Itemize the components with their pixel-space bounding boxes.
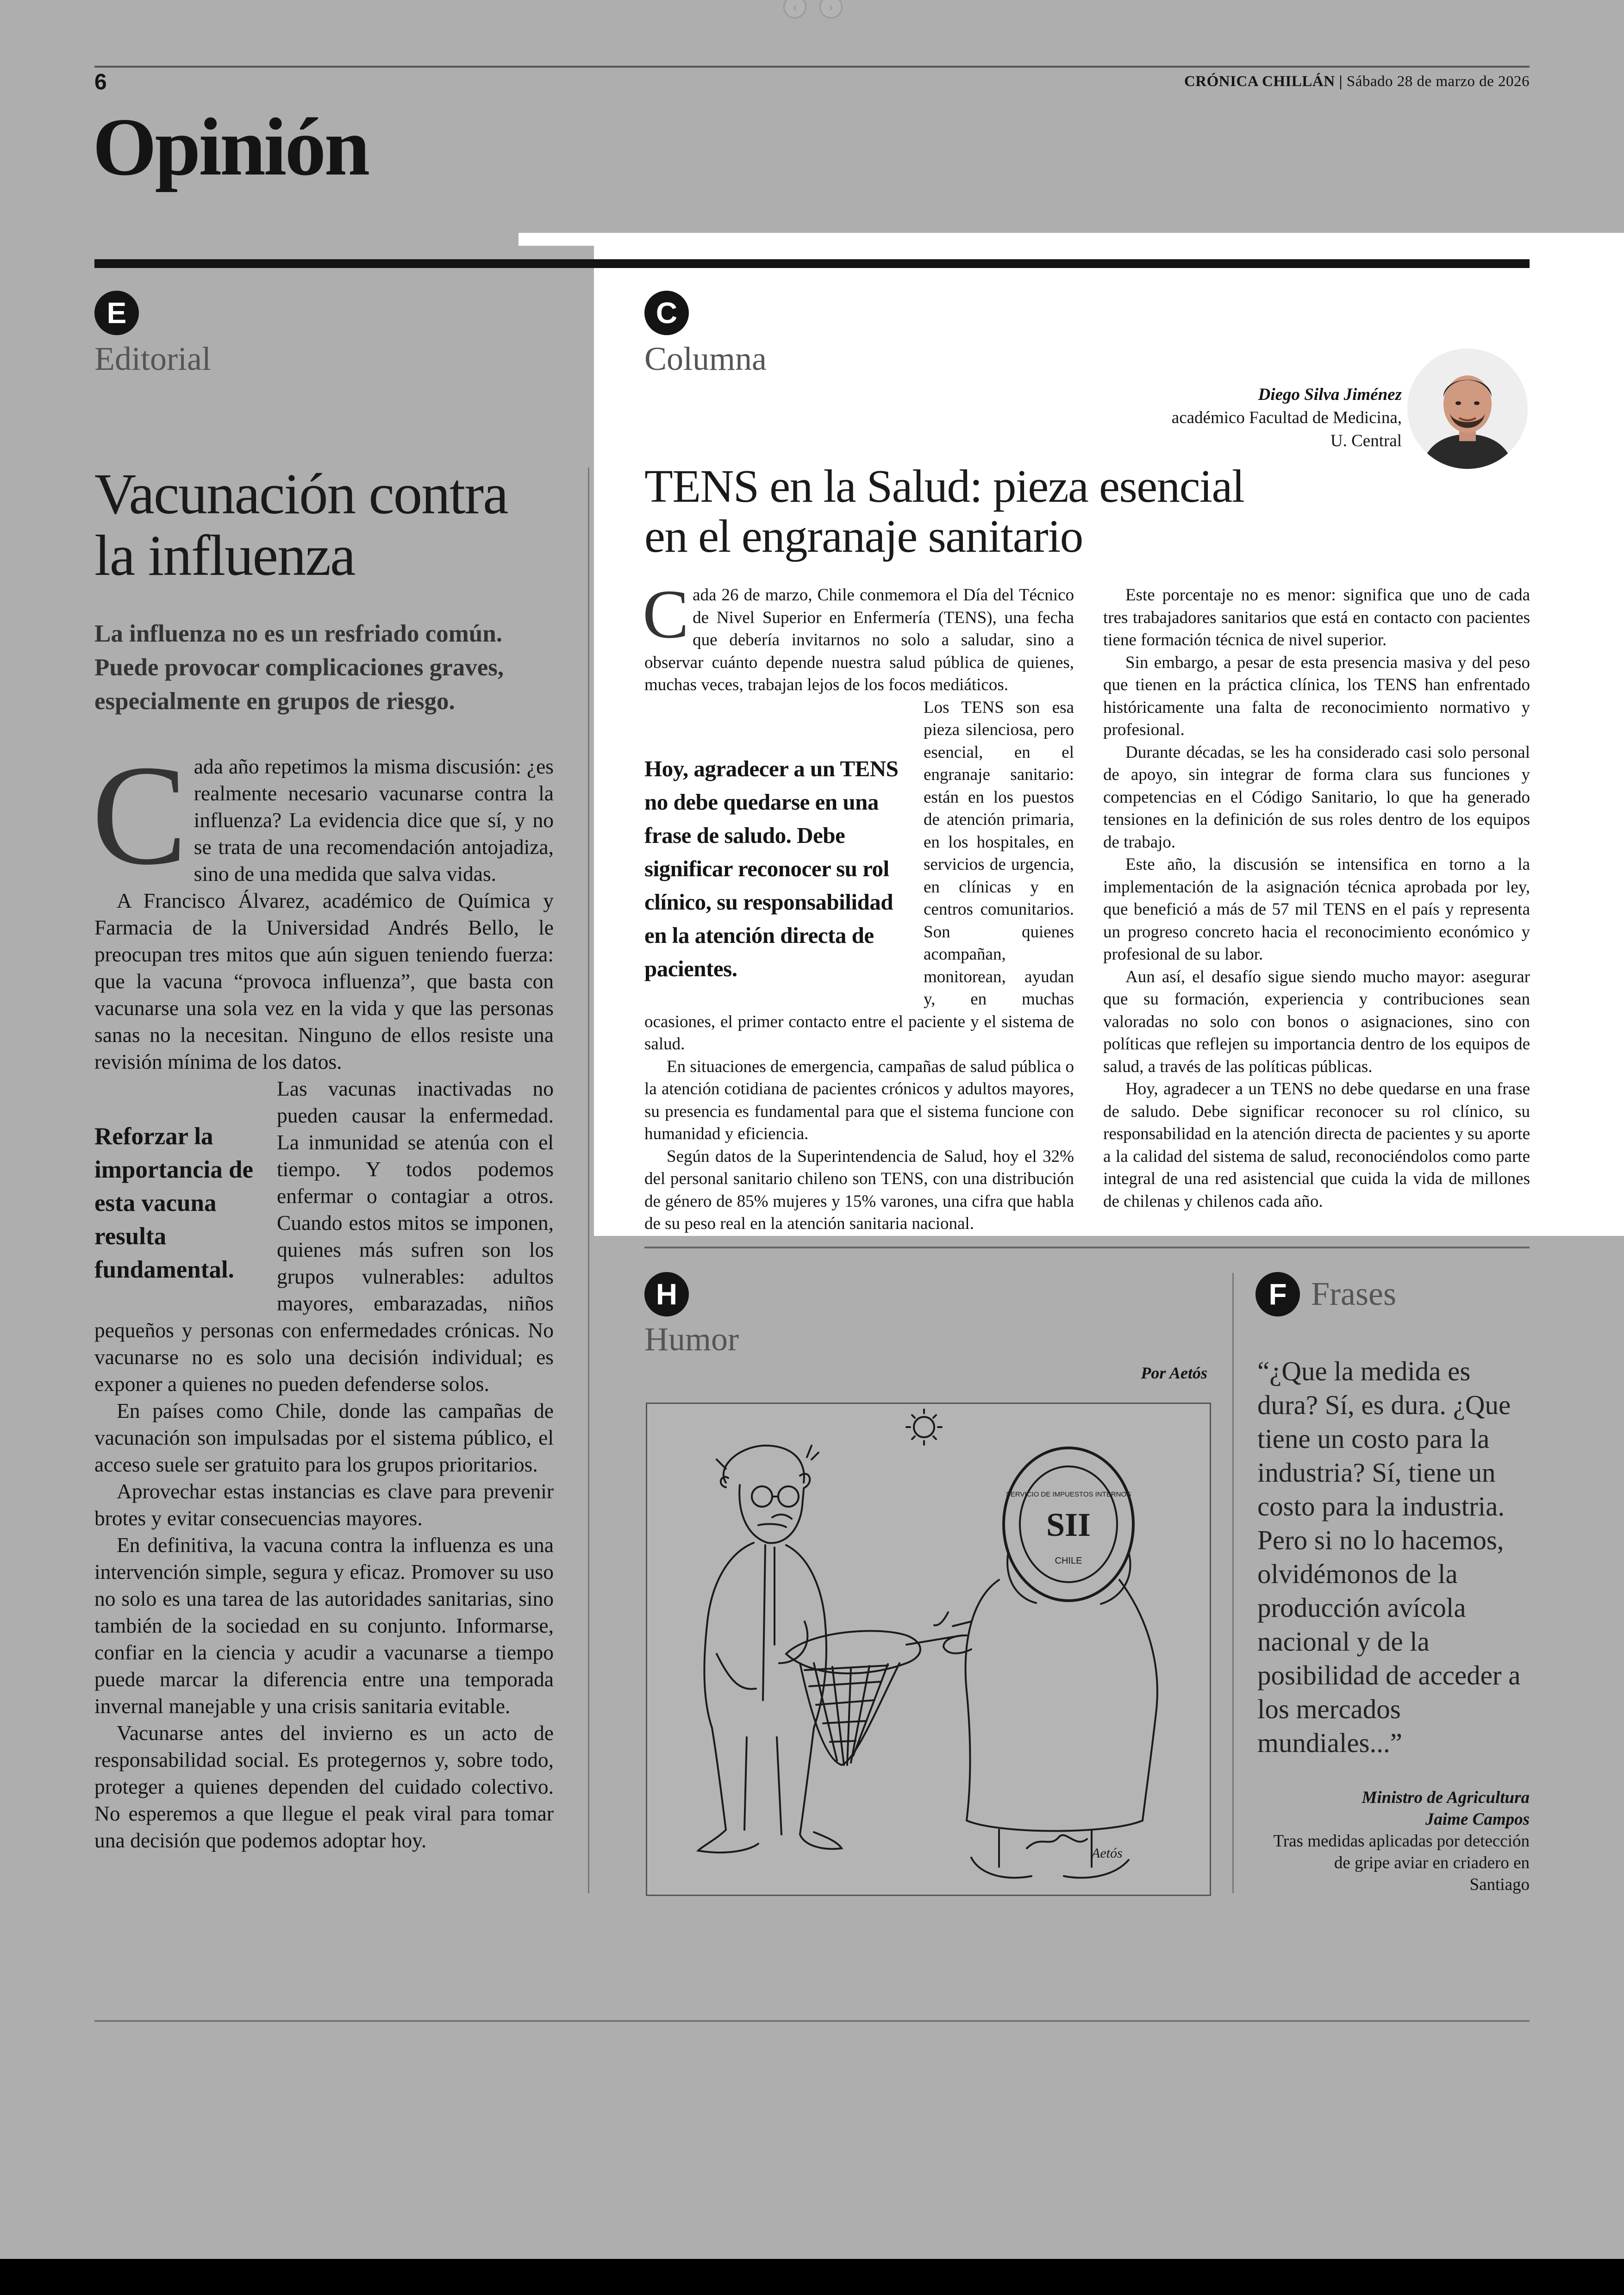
frases-quote: “¿Que la medida es dura? Sí, es dura. ¿Que tiene un costo para la industria? Sí, tiene un costo para la industria. Pero si no lo hacemos, olvidémonos de la producción avícola nacional y de la posibilidad de acceder a los mercados mundiales...” [1257, 1356, 1521, 1758]
cartoon-illustration [647, 1404, 1210, 1895]
author-org: U. Central [1330, 431, 1402, 450]
humor-label: Humor [644, 1321, 739, 1358]
viewer-bottom-bar [0, 2259, 1624, 2295]
editorial-paragraph: Vacunarse antes del invierno es un acto de responsabilidad social. Es protegernos y, sobre todo, proteger a quienes dependen del cuidado colectivo. No esperemos a que llegue el peak viral para tomar una decisión que podemos adoptar hoy. [94, 1721, 554, 1852]
editorial-pull-quote: Reforzar la importancia de esta vacuna resulta fundamental. [94, 1123, 253, 1283]
column-label: Columna [644, 340, 767, 377]
column-text-right [1103, 584, 1530, 1213]
cartoon-signature: Aetós [1092, 1846, 1123, 1861]
editorial-lede: La influenza no es un resfriado común. Puede provocar complicaciones graves, especialmente en grupos de riesgo. [94, 620, 504, 715]
column-paragraph: Este porcentaje no es menor: significa que uno de cada tres trabajadores sanitarios que está en contacto con pacientes tiene formación técnica de nivel superior. [1103, 586, 1530, 649]
editorial-paragraph: Aprovechar estas instancias es clave para prevenir brotes y evitar consecuencias mayores. [94, 1479, 554, 1530]
page-number: 6 [94, 70, 107, 94]
editorial-drop-cap: C [92, 736, 187, 895]
author-role: académico Facultad de Medicina, [1171, 408, 1402, 427]
column-paragraph: Según datos de la Superintendencia de Salud, hoy el 32% del personal sanitario chileno son TENS, con una distribución de género de 85% mujeres y 15% varones, una cifra que habla de su peso real en la atención sanitaria nacional. [644, 1147, 1074, 1233]
editorial-paragraph: Las vacunas inactivadas no pueden causar la enfermedad. La inmunidad se atenúa con el tiempo. Y todos podemos enfermar o contagiar a otros. Cuando estos mitos se imponen, quienes más sufren son los grupos vulnerables: adultos mayores, embarazadas, niños pequeños y personas con enfermedades crónicas. No vacunarse no es solo una decisión individual; es exponer a quienes no pueden defenderse solos. [94, 1077, 554, 1396]
cartoon-seal-country: CHILE [1055, 1556, 1082, 1566]
column-divider [588, 468, 589, 1893]
column-paragraph: Sin embargo, a pesar de esta presencia masiva y del peso que tienen en la práctica clínica, los TENS han enfrentado históricamente una falta de reconocimiento normativo y profesional. [1103, 653, 1530, 739]
page-bottom-rule [94, 2020, 1530, 2022]
column-paragraph: Durante décadas, se les ha considerado casi solo personal de apoyo, sin integrar de forma clara sus funciones y competencias en el Código Sanitario, lo que ha generado tensiones en la definición de sus roles dentro de los equipos de trabajo. [1103, 742, 1530, 852]
column-paragraph: En situaciones de emergencia, campañas de salud pública o la atención cotidiana de pacientes crónicos y adultos mayores, su presencia es fundamental para que el sistema funcione con humanidad y eficiencia. [644, 1057, 1074, 1143]
author-name: Diego Silva Jiménez [1258, 385, 1402, 404]
editorial-headline: Vacunación contra la influenza [94, 462, 508, 588]
frases-divider [1232, 1273, 1234, 1893]
column-panel-top [518, 233, 1624, 246]
author-byline [985, 383, 1402, 453]
editorial-badge: E [94, 291, 139, 335]
column-headline: TENS en la Salud: pieza esencial en el engranaje sanitario [644, 460, 1244, 562]
frases-speaker-title: Ministro de Agricultura [1362, 1788, 1530, 1807]
frases-context: Tras medidas aplicadas por detección de gripe aviar en criadero en Santiago [1273, 1832, 1530, 1894]
column-paragraph: ada 26 de marzo, Chile conmemora el Día del Técnico de Nivel Superior en Enfermería (TENS), una fecha que debería invitarnos no solo a saludar, sino a observar cuánto depende nuestra salud pública de quienes, muchas veces, trabajan lejos de los focos mediáticos. [644, 586, 1074, 694]
masthead-title: CRÓNICA CHILLÁN [1184, 73, 1335, 90]
author-portrait-icon [1407, 349, 1528, 469]
frases-badge: F [1255, 1272, 1300, 1316]
editorial-paragraph: En países como Chile, donde las campañas de vacunación son impulsadas por el sistema público, el acceso suele ser gratuito para los grupos prioritarios. [94, 1399, 554, 1476]
masthead [1184, 73, 1530, 90]
masthead-date: Sábado 28 de marzo de 2026 [1346, 73, 1530, 90]
column-paragraph: Este año, la discusión se intensifica en torno a la implementación de la asignación técnica aprobada por ley, que benefició a más de 57 mil TENS en el país y representa un progreso concreto hacia el reconocimiento económico y profesional de su labor. [1103, 855, 1530, 964]
editorial-body [92, 736, 554, 1854]
cartoon-seal-text: SERVICIO DE IMPUESTOS INTERNOS [1006, 1491, 1131, 1498]
column-pull-quote: Hoy, agradecer a un TENS no debe quedarse en una frase de saludo. Debe significar reconocer su rol clínico, su responsabilidad en la atención directa de pacientes. [644, 755, 899, 981]
humor-badge: H [644, 1272, 689, 1316]
column-badge: C [644, 291, 689, 335]
cartoon-seal-initials: SII [1046, 1506, 1091, 1543]
editorial-paragraph: ada año repetimos la misma discusión: ¿es realmente necesario vacunarse contra la influenza? La evidencia dice que sí, y no se trata de una recomendación antojadiza, sino de una medida que salva vidas. [194, 755, 554, 886]
next-page-icon[interactable]: › [819, 0, 843, 19]
cartoon [646, 1403, 1211, 1896]
cartoon-credit: Por Aetós [1141, 1364, 1207, 1382]
section-rule [94, 259, 1530, 268]
editorial-label: Editorial [94, 340, 211, 377]
editorial-paragraph: A Francisco Álvarez, académico de Química y Farmacia de la Universidad Andrés Bello, le preocupan tres mitos que aún siguen teniendo fuerza: que la vacuna “provoca influenza”, que basta con vacunarse una sola vez en la vida y que las personas sanas no la necesitan. Ninguno de ellos resiste una revisión mínima de los datos. [94, 889, 554, 1073]
column-paragraph: Los TENS son esa pieza silenciosa, pero esencial, en el engranaje sanitario: están en los puestos de atención primaria, en los hospitales, en servicios de urgencia, en clínicas y en centros comunitarios. Son quienes acompañan, monitorean, ayudan y, en muchas ocasiones, el primer contacto entre el paciente y el sistema de salud. [644, 698, 1074, 1054]
editorial-paragraph: En definitiva, la vacuna contra la influenza es una intervención simple, segura y eficaz. Promover su uso no solo es una tarea de las autoridades sanitarias, sino también de la sociedad en su conjunto. Informarse, confiar en la ciencia y acudir a vacunarse a tiempo puede marcar la diferencia entre una temporada invernal manejable y una crisis sanitaria evitable. [94, 1533, 554, 1718]
column-paragraph: Aun así, el desafío sigue siendo mucho mayor: asegurar que su formación, experiencia y contribuciones sean valoradas no solo con bonos o asignaciones, sino con políticas que reflejen su importancia dentro de los equipos de salud, a través de las políticas públicas. [1103, 967, 1530, 1076]
header-top-rule [94, 66, 1530, 68]
author-avatar [1407, 349, 1528, 469]
frases-label: Frases [1311, 1275, 1396, 1312]
frases-speaker-name: Jaime Campos [1425, 1810, 1530, 1829]
page-title: Opinión [93, 101, 369, 193]
masthead-separator: | [1339, 73, 1343, 90]
frases-attribution [1270, 1787, 1530, 1896]
column-paragraph: Hoy, agradecer a un TENS no debe quedarse en una frase de saludo. Debe significar reconocer su rol clínico, su responsabilidad en la atención directa de pacientes y su aporte a la calidad del sistema de salud, reconociéndolos como parte integral de una red asistencial que cuida la vida de millones de chilenas y chilenos cada año. [1103, 1079, 1530, 1211]
previous-page-icon[interactable]: ‹ [783, 0, 806, 19]
column-text-left [643, 576, 1074, 1235]
column-drop-cap: C [643, 576, 689, 653]
column-bottom-rule [644, 1247, 1530, 1248]
